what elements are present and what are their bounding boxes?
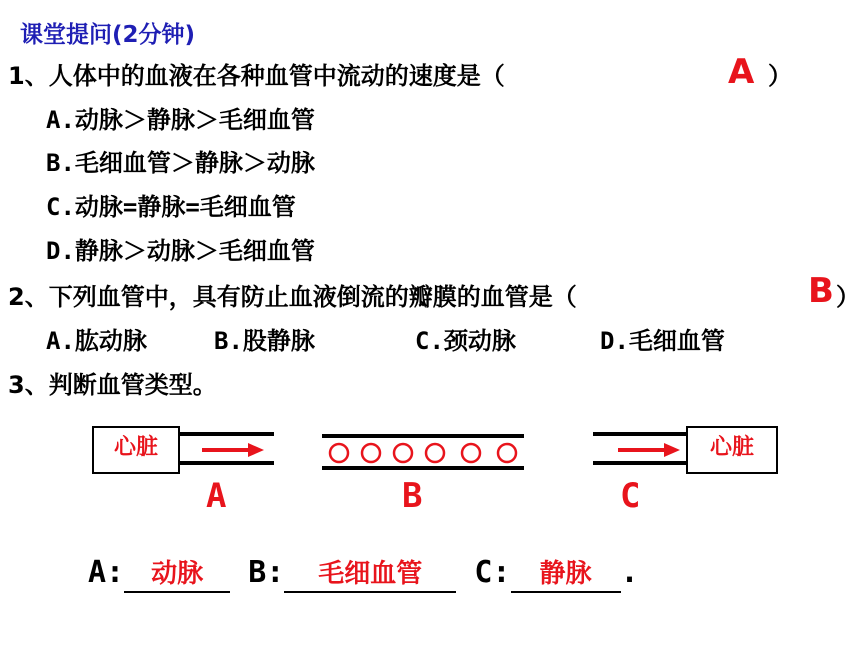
- question-1-close: ）: [768, 62, 792, 90]
- vessel-b-top-wall: [322, 434, 524, 438]
- answer-a-blank: 动脉: [124, 557, 230, 593]
- question-1-option-b: B.毛细血管＞静脉＞动脉: [46, 149, 315, 177]
- answer-row: [88, 555, 639, 593]
- question-2-option-a: A.肱动脉: [46, 327, 147, 355]
- question-1: [8, 56, 505, 91]
- diagram-label-c: C: [620, 476, 641, 516]
- blood-cells-icon: [322, 440, 524, 466]
- vessel-a-top-wall: [178, 432, 274, 436]
- diagram-label-a: A: [206, 476, 227, 516]
- question-2-answer: B: [808, 271, 834, 311]
- answer-c-prefix: C:: [474, 555, 511, 590]
- question-2-text: 2、下列血管中，具有防止血液倒流的瓣膜的血管是（: [8, 283, 577, 311]
- question-2: [8, 277, 577, 312]
- answer-b-prefix: B:: [248, 555, 285, 590]
- page-title: 课堂提问(2分钟): [20, 22, 196, 48]
- heart-box-left: 心脏: [92, 426, 180, 474]
- question-2-option-b: B.股静脉: [214, 327, 315, 355]
- arrow-right-icon: [618, 441, 682, 459]
- question-1-option-a: A.动脉＞静脉＞毛细血管: [46, 106, 315, 134]
- question-2-option-c: C.颈动脉: [415, 327, 516, 355]
- heart-box-right: 心脏: [686, 426, 778, 474]
- question-2-option-d: D.毛细血管: [600, 327, 725, 355]
- diagram-label-b: B: [402, 476, 423, 516]
- question-1-option-d: D.静脉＞动脉＞毛细血管: [46, 237, 315, 265]
- vessel-b-bottom-wall: [322, 466, 524, 470]
- answer-c-blank: 静脉: [511, 557, 621, 593]
- question-1-text: 1、人体中的血液在各种血管中流动的速度是（: [8, 62, 505, 90]
- answer-end: .: [620, 555, 639, 590]
- question-2-close: ）: [836, 283, 860, 311]
- question-3: 3、判断血管类型。: [8, 371, 217, 399]
- answer-b-blank: 毛细血管: [284, 557, 456, 593]
- arrow-right-icon: [202, 441, 266, 459]
- question-1-option-c: C.动脉=静脉=毛细血管: [46, 193, 296, 221]
- vessel-c-top-wall: [593, 432, 687, 436]
- answer-a-prefix: A:: [88, 555, 125, 590]
- vessel-a-bottom-wall: [178, 461, 274, 465]
- question-1-answer: A: [728, 52, 755, 92]
- vessel-c-bottom-wall: [593, 461, 687, 465]
